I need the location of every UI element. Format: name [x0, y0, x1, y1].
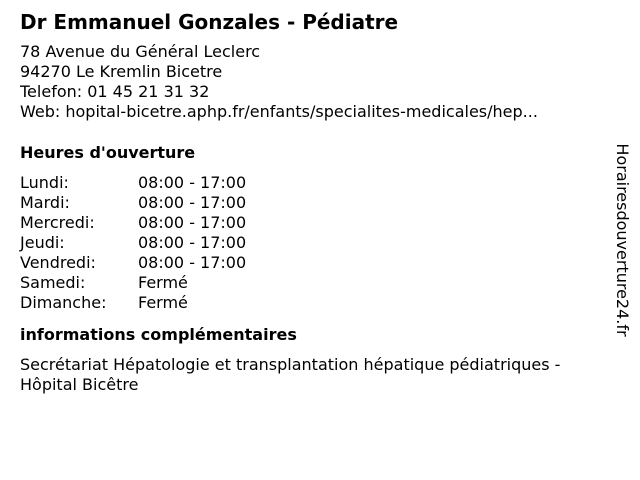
contact-info	[20, 42, 610, 122]
hours-time: 08:00 - 17:00	[138, 173, 247, 192]
hours-row	[20, 233, 610, 253]
hours-time: 08:00 - 17:00	[138, 213, 247, 232]
hours-heading: Heures d'ouverture	[20, 143, 196, 162]
hours-day: Samedi:	[20, 273, 86, 292]
address-street: 78 Avenue du Général Leclerc	[20, 42, 261, 61]
hours-day: Jeudi:	[20, 233, 65, 252]
hours-row	[20, 273, 610, 293]
extra-info-heading: informations complémentaires	[20, 325, 297, 344]
hours-row	[20, 213, 610, 233]
page-title: Dr Emmanuel Gonzales - Pédiatre	[20, 10, 399, 34]
site-watermark: Horairesdouverture24.fr	[613, 143, 632, 337]
hours-time: 08:00 - 17:00	[138, 193, 247, 212]
hours-day: Mercredi:	[20, 213, 95, 232]
extra-info-text: Secrétariat Hépatologie et transplantation hépatique pédiatriques - Hôpital Bicêtre	[20, 355, 561, 394]
hours-row	[20, 173, 610, 193]
hours-time: Fermé	[138, 273, 188, 292]
website-link[interactable]: Web: hopital-bicetre.aphp.fr/enfants/specialites-medicales/hep...	[20, 102, 538, 121]
hours-row	[20, 293, 610, 313]
hours-day: Vendredi:	[20, 253, 96, 272]
listing-card	[20, 10, 610, 395]
hours-row	[20, 253, 610, 273]
hours-table	[20, 173, 610, 313]
hours-time: 08:00 - 17:00	[138, 233, 247, 252]
hours-time: Fermé	[138, 293, 188, 312]
hours-day: Dimanche:	[20, 293, 107, 312]
hours-row	[20, 193, 610, 213]
address-city: 94270 Le Kremlin Bicetre	[20, 62, 223, 81]
hours-day: Mardi:	[20, 193, 70, 212]
hours-day: Lundi:	[20, 173, 69, 192]
phone-number[interactable]: Telefon: 01 45 21 31 32	[20, 82, 210, 101]
hours-time: 08:00 - 17:00	[138, 253, 247, 272]
